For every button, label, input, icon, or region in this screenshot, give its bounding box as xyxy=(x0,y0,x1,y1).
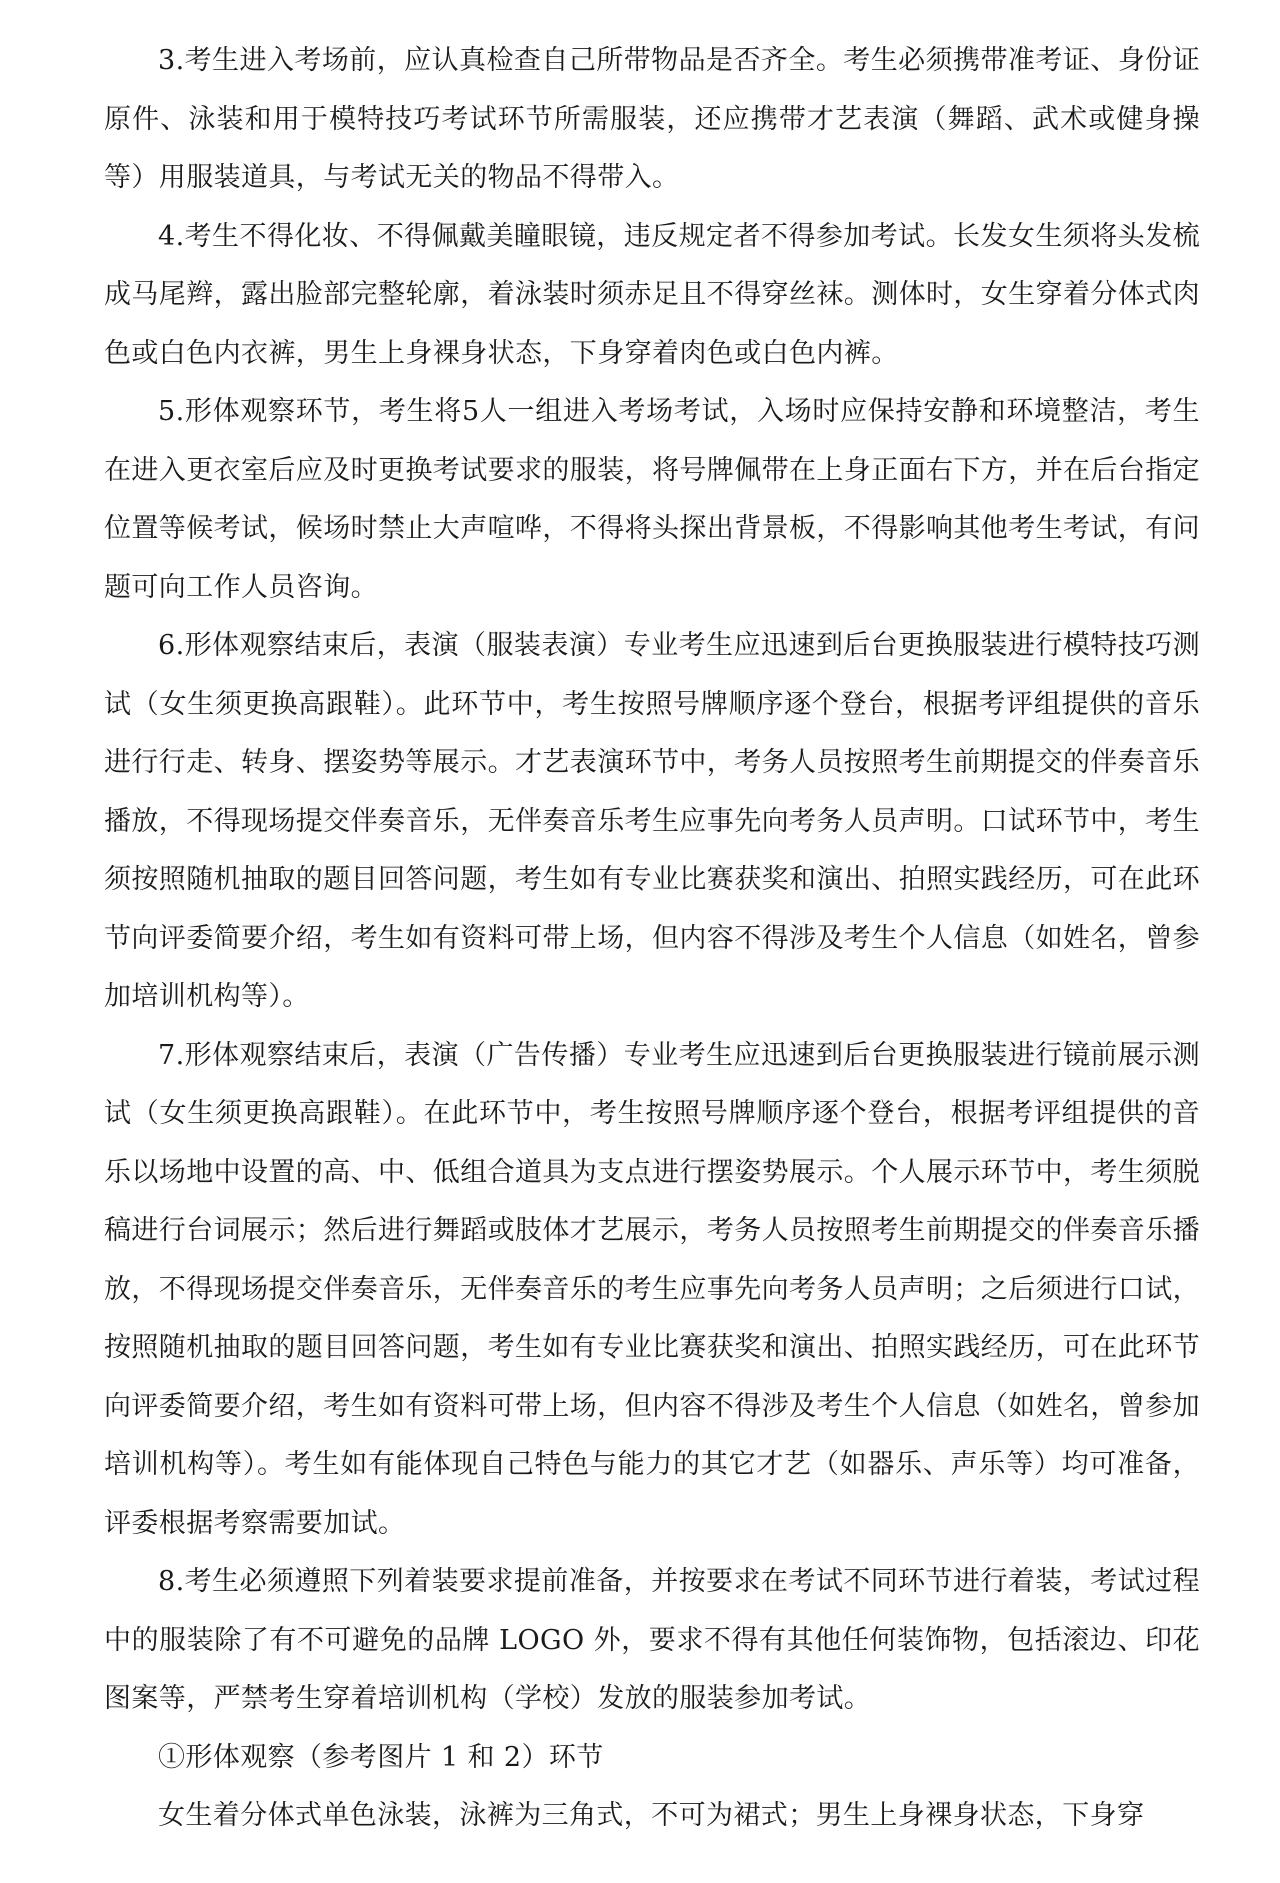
subsection-heading: ①形体观察（参考图片 1 和 2）环节 xyxy=(158,1741,604,1773)
paragraph-item-8: 8.考生必须遵照下列着装要求提前准备，并按要求在考试不同环节进行着装，考试过程中的服装除了有不可避免的品牌 LOGO 外，要求不得有其他任何装饰物，包括滚边、印花图案等，严禁考生穿着培训机构（学校）发放的服装参加考试。 xyxy=(104,1566,1200,1714)
paragraph-item-4: 4.考生不得化妆、不得佩戴美瞳眼镜，违反规定者不得参加考试。长发女生须将头发梳成马尾辫，露出脸部完整轮廓，着泳装时须赤足且不得穿丝袜。测体时，女生穿着分体式肉色或白色内衣裤，男生上身裸身状态，下身穿着肉色或白色内裤。 xyxy=(104,220,1200,369)
paragraph-continued: 女生着分体式单色泳装，泳裤为三角式，不可为裙式；男生上身裸身状态，下身穿 xyxy=(158,1800,1145,1831)
paragraph-item-5: 5.形体观察环节，考生将5人一组进入考场考试，入场时应保持安静和环境整洁，考生在进入更衣室后应及时更换考试要求的服装，将号牌佩带在上身正面右下方，并在后台指定位置等候考试，候场时禁止大声喧哗，不得将头探出背景板，不得影响其他考生考试，有问题可向工作人员咨询。 xyxy=(104,396,1200,603)
paragraph-item-7: 7.形体观察结束后，表演（广告传播）专业考生应迅速到后台更换服装进行镜前展示测试（女生须更换高跟鞋）。在此环节中，考生按照号牌顺序逐个登台，根据考评组提供的音乐以场地中设置的高、中、低组合道具为支点进行摆姿势展示。个人展示环节中，考生须脱稿进行台词展示；然后进行舞蹈或肢体才艺展示，考务人员按照考生前期提交的伴奏音乐播放，不得现场提交伴奏音乐，无伴奏音乐的考生应事先向考务人员声明；之后须进行口试，按照随机抽取的题目回答问题，考生如有专业比赛获奖和演出、拍照实践经历，可在此环节向评委简要介绍，考生如有资料可带上场，但内容不得涉及考生个人信息（如姓名，曾参加培训机构等）。考生如有能体现自己特色与能力的其它才艺（如器乐、声乐等）均可准备，评委根据考察需要加试。 xyxy=(104,1039,1200,1539)
document-body xyxy=(104,32,1200,1846)
paragraph-item-6: 6.形体观察结束后，表演（服装表演）专业考生应迅速到后台更换服装进行模特技巧测试（女生须更换高跟鞋）。此环节中，考生按照号牌顺序逐个登台，根据考评组提供的音乐进行行走、转身、摆姿势等展示。才艺表演环节中，考务人员按照考生前期提交的伴奏音乐播放，不得现场提交伴奏音乐，无伴奏音乐考生应事先向考务人员声明。口试环节中，考生须按照随机抽取的题目回答问题，考生如有专业比赛获奖和演出、拍照实践经历，可在此环节向评委简要介绍，考生如有资料可带上场，但内容不得涉及考生个人信息（如姓名，曾参加培训机构等）。 xyxy=(104,630,1200,1012)
paragraph-item-3: 3.考生进入考场前，应认真检查自己所带物品是否齐全。考生必须携带准考证、身份证原件、泳装和用于模特技巧考试环节所需服装，还应携带才艺表演（舞蹈、武术或健身操等）用服装道具，与考试无关的物品不得带入。 xyxy=(104,45,1200,193)
